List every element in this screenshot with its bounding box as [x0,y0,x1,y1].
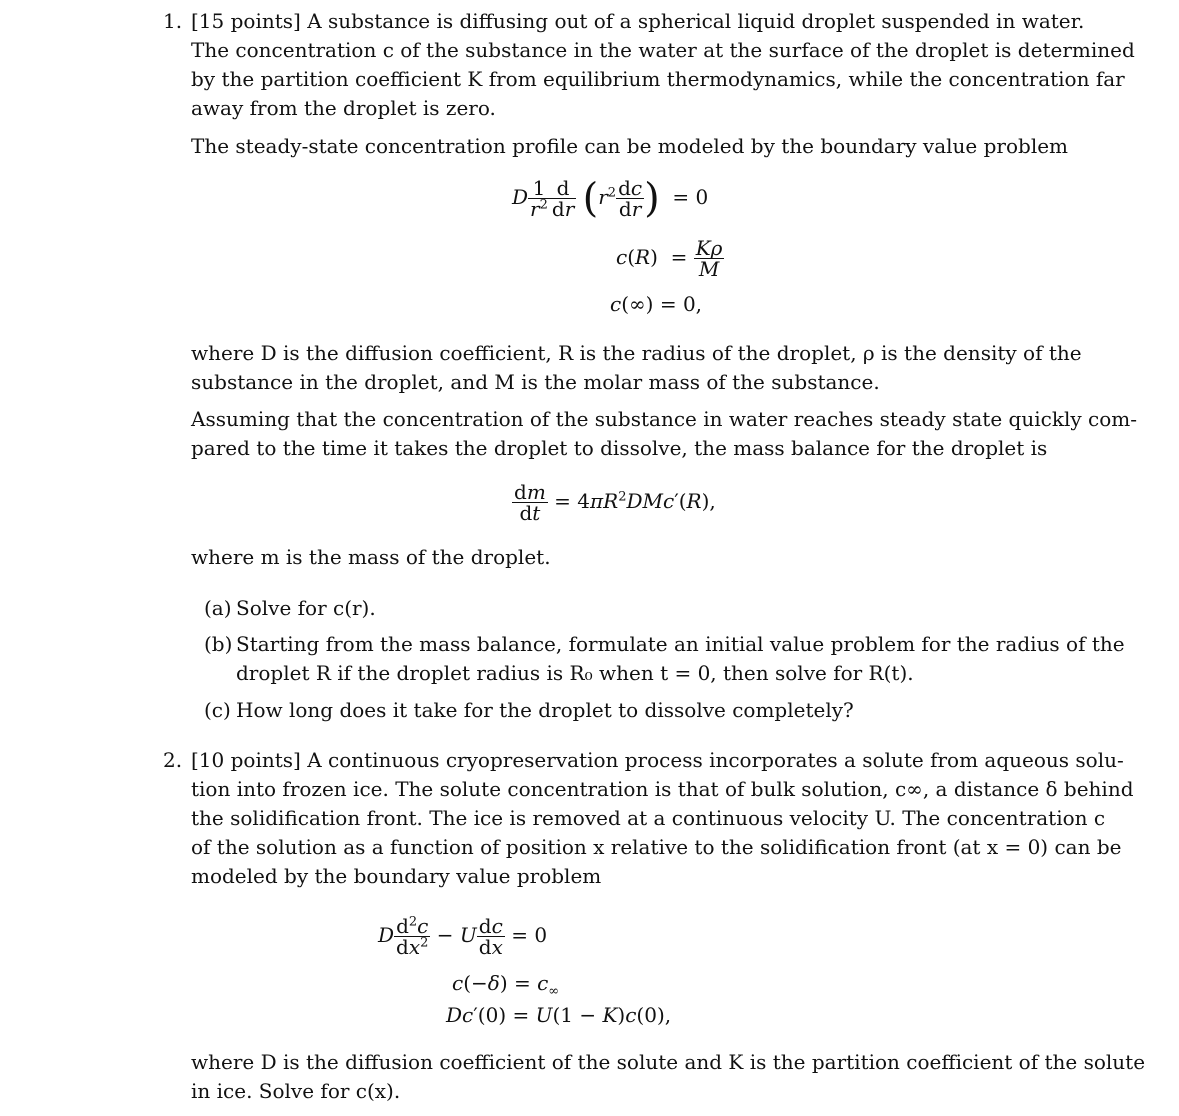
text-line: away from the droplet is zero. [191,96,496,120]
text-line: by the partition coefficient K from equilibrium thermodynamics, while the concentration far [191,67,1125,91]
part-text [236,630,1125,688]
problem-1-assume [191,405,1137,463]
p1-equation-bc2: c(∞) = 0, [610,292,703,316]
text-line: the solidification front. The ice is removed at a continuous velocity U. The concentration c [191,806,1106,830]
text-line: substance in the droplet, and M is the molar mass of the substance. [191,370,880,394]
text-line: pared to the time it takes the droplet to dissolve, the mass balance for the droplet is [191,436,1048,460]
text-line: Assuming that the concentration of the substance in water reaches steady state quickly com- [191,407,1137,431]
text-line: modeled by the boundary value problem [191,864,602,888]
text-line: where D is the diffusion coefficient of the solute and K is the partition coefficient of the solute [191,1050,1146,1074]
text-line: The steady-state concentration profile can be modeled by the boundary value problem [191,134,1069,158]
part-label: (c) [204,698,231,722]
problem-2-intro [191,746,1134,891]
text-line: [15 points] A substance is diffusing out of a spherical liquid droplet suspended in water. [191,9,1085,33]
text-line: where m is the mass of the droplet. [191,545,551,569]
p1-equation-ode: D $\frac{1}{r^2}$ $\frac{d}{dr}$ ($r^2$ $\frac{dc}{dr}$ ) = 0 [512,175,709,222]
p1-equation-bc1: c(R) = $\frac{K\rho}{M}$ [616,236,723,281]
text-line: in ice. Solve for c(x). [191,1079,401,1103]
part-text: How long does it take for the droplet to dissolve completely? [236,698,854,722]
p1-mass-balance-equation: $\frac{dm}{dt}$ = $4\pi R^2DMc'(R)$, [514,480,716,525]
text-line: [10 points] A continuous cryopreservation process incorporates a solute from aqueous solu- [191,748,1124,772]
text-line: Starting from the mass balance, formulate an initial value problem for the radius of the [236,632,1125,656]
problem-1-intro [191,7,1135,123]
text-line: droplet R if the droplet radius is R₀ when t = 0, then solve for R(t). [236,661,914,685]
part-label: (a) [204,596,232,620]
part-label: (b) [204,632,233,656]
text-line: of the solution as a function of position x relative to the solidification front (at x = 0) can be [191,835,1122,859]
problem-1-where-m [191,543,1041,572]
p2-equation-bc1: $c(-\delta) = c_\infty$ [452,971,560,999]
problem-1-bvp-intro [191,132,1069,161]
problem-2-where [191,1048,1146,1106]
problem-1-where [191,339,1082,397]
p2-equation-bc2: Dc′(0) = U(1 − K)c(0), [446,1003,672,1027]
problem-1-number: 1. [163,9,183,33]
part-text: Solve for c(r). [236,596,376,620]
text-line: where D is the diffusion coefficient, R is the radius of the droplet, ρ is the density of the [191,341,1082,365]
text-line: The concentration c of the substance in the water at the surface of the droplet is determined [191,38,1135,62]
problem-2-number: 2. [163,748,183,772]
p2-equation-ode: D $\frac{d^2c}{dx^2}$ − U $\frac{dc}{dx}$ = 0 [378,914,548,959]
text-line: tion into frozen ice. The solute concentration is that of bulk solution, c∞, a distance δ behind [191,777,1134,801]
